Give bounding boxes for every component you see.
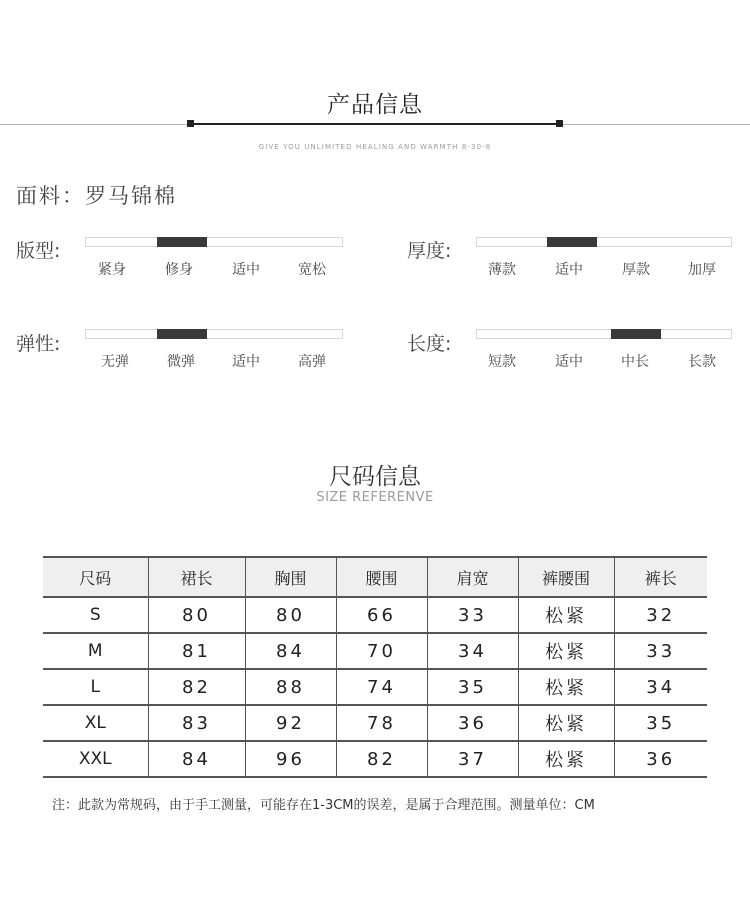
table-cell: 96 <box>245 741 336 777</box>
length-scale <box>476 329 732 339</box>
table-cell: 82 <box>148 669 245 705</box>
column-header: 裙长 <box>148 557 245 597</box>
length-option: 中长 <box>621 354 649 370</box>
table-cell: 松紧 <box>518 741 614 777</box>
size-cell: L <box>43 669 148 705</box>
table-cell: 70 <box>336 633 427 669</box>
table-cell: 81 <box>148 633 245 669</box>
size-cell: XXL <box>43 741 148 777</box>
fit-scale <box>85 237 343 247</box>
thickness-marker <box>547 237 597 247</box>
accent-dot-left <box>187 120 194 127</box>
elasticity-scale <box>85 329 343 339</box>
thickness-option: 薄款 <box>488 262 516 278</box>
elasticity-marker <box>157 329 207 339</box>
fit-option: 修身 <box>165 262 193 278</box>
table-row <box>43 633 707 669</box>
size-table <box>43 556 707 778</box>
thickness-option: 厚款 <box>622 262 650 278</box>
table-cell: 82 <box>336 741 427 777</box>
length-label: 长度: <box>407 333 452 355</box>
table-cell: 33 <box>614 633 707 669</box>
table-cell: 36 <box>614 741 707 777</box>
elasticity-option: 适中 <box>232 354 260 370</box>
table-row <box>43 669 707 705</box>
table-cell: 32 <box>614 597 707 633</box>
size-cell: XL <box>43 705 148 741</box>
table-cell: 74 <box>336 669 427 705</box>
table-cell: 78 <box>336 705 427 741</box>
size-info-title: 尺码信息 <box>329 464 421 490</box>
fit-option: 适中 <box>232 262 260 278</box>
table-cell: 88 <box>245 669 336 705</box>
table-cell: 84 <box>245 633 336 669</box>
column-header: 裤长 <box>614 557 707 597</box>
table-cell: 35 <box>614 705 707 741</box>
fabric-info: 面料：罗马锦棉 <box>16 184 177 208</box>
table-cell: 80 <box>148 597 245 633</box>
length-option: 适中 <box>555 354 583 370</box>
fit-option: 宽松 <box>298 262 326 278</box>
table-row <box>43 741 707 777</box>
length-option: 长款 <box>688 354 716 370</box>
table-cell: 35 <box>427 669 518 705</box>
elasticity-option: 高弹 <box>298 354 326 370</box>
accent-dot-right <box>556 120 563 127</box>
length-option: 短款 <box>488 354 516 370</box>
table-cell: 松紧 <box>518 597 614 633</box>
table-cell: 80 <box>245 597 336 633</box>
column-header: 胸围 <box>245 557 336 597</box>
fit-marker <box>157 237 207 247</box>
header-accent-line <box>190 123 560 125</box>
column-header: 腰围 <box>336 557 427 597</box>
thickness-option: 适中 <box>555 262 583 278</box>
column-header: 肩宽 <box>427 557 518 597</box>
table-cell: 83 <box>148 705 245 741</box>
table-cell: 92 <box>245 705 336 741</box>
table-cell: 36 <box>427 705 518 741</box>
thickness-label: 厚度: <box>407 240 452 262</box>
table-cell: 松紧 <box>518 669 614 705</box>
table-cell: 33 <box>427 597 518 633</box>
length-marker <box>611 329 661 339</box>
table-cell: 37 <box>427 741 518 777</box>
thickness-option: 加厚 <box>688 262 716 278</box>
size-info-subtitle: SIZE REFERENVE <box>316 490 434 505</box>
fit-option: 紧身 <box>98 262 126 278</box>
column-header: 裤腰围 <box>518 557 614 597</box>
elasticity-option: 无弹 <box>101 354 129 370</box>
size-cell: M <box>43 633 148 669</box>
measurement-note: 注：此款为常规码，由于手工测量，可能存在1-3CM的误差，是属于合理范围。测量单位：CM <box>52 798 595 813</box>
table-cell: 66 <box>336 597 427 633</box>
table-cell: 34 <box>427 633 518 669</box>
elasticity-label: 弹性: <box>16 333 61 355</box>
table-cell: 松紧 <box>518 705 614 741</box>
column-header: 尺码 <box>43 557 148 597</box>
table-cell: 松紧 <box>518 633 614 669</box>
table-cell: 34 <box>614 669 707 705</box>
product-info-title: 产品信息 <box>327 92 423 118</box>
size-cell: S <box>43 597 148 633</box>
elasticity-option: 微弹 <box>167 354 195 370</box>
header-caption: GIVE YOU UNLIMITED HEALING AND WARMTH 8-30-8 <box>258 143 492 151</box>
fit-label: 版型: <box>16 240 61 262</box>
thickness-scale <box>476 237 732 247</box>
table-cell: 84 <box>148 741 245 777</box>
table-header-row <box>43 557 707 597</box>
table-row <box>43 705 707 741</box>
table-row <box>43 597 707 633</box>
